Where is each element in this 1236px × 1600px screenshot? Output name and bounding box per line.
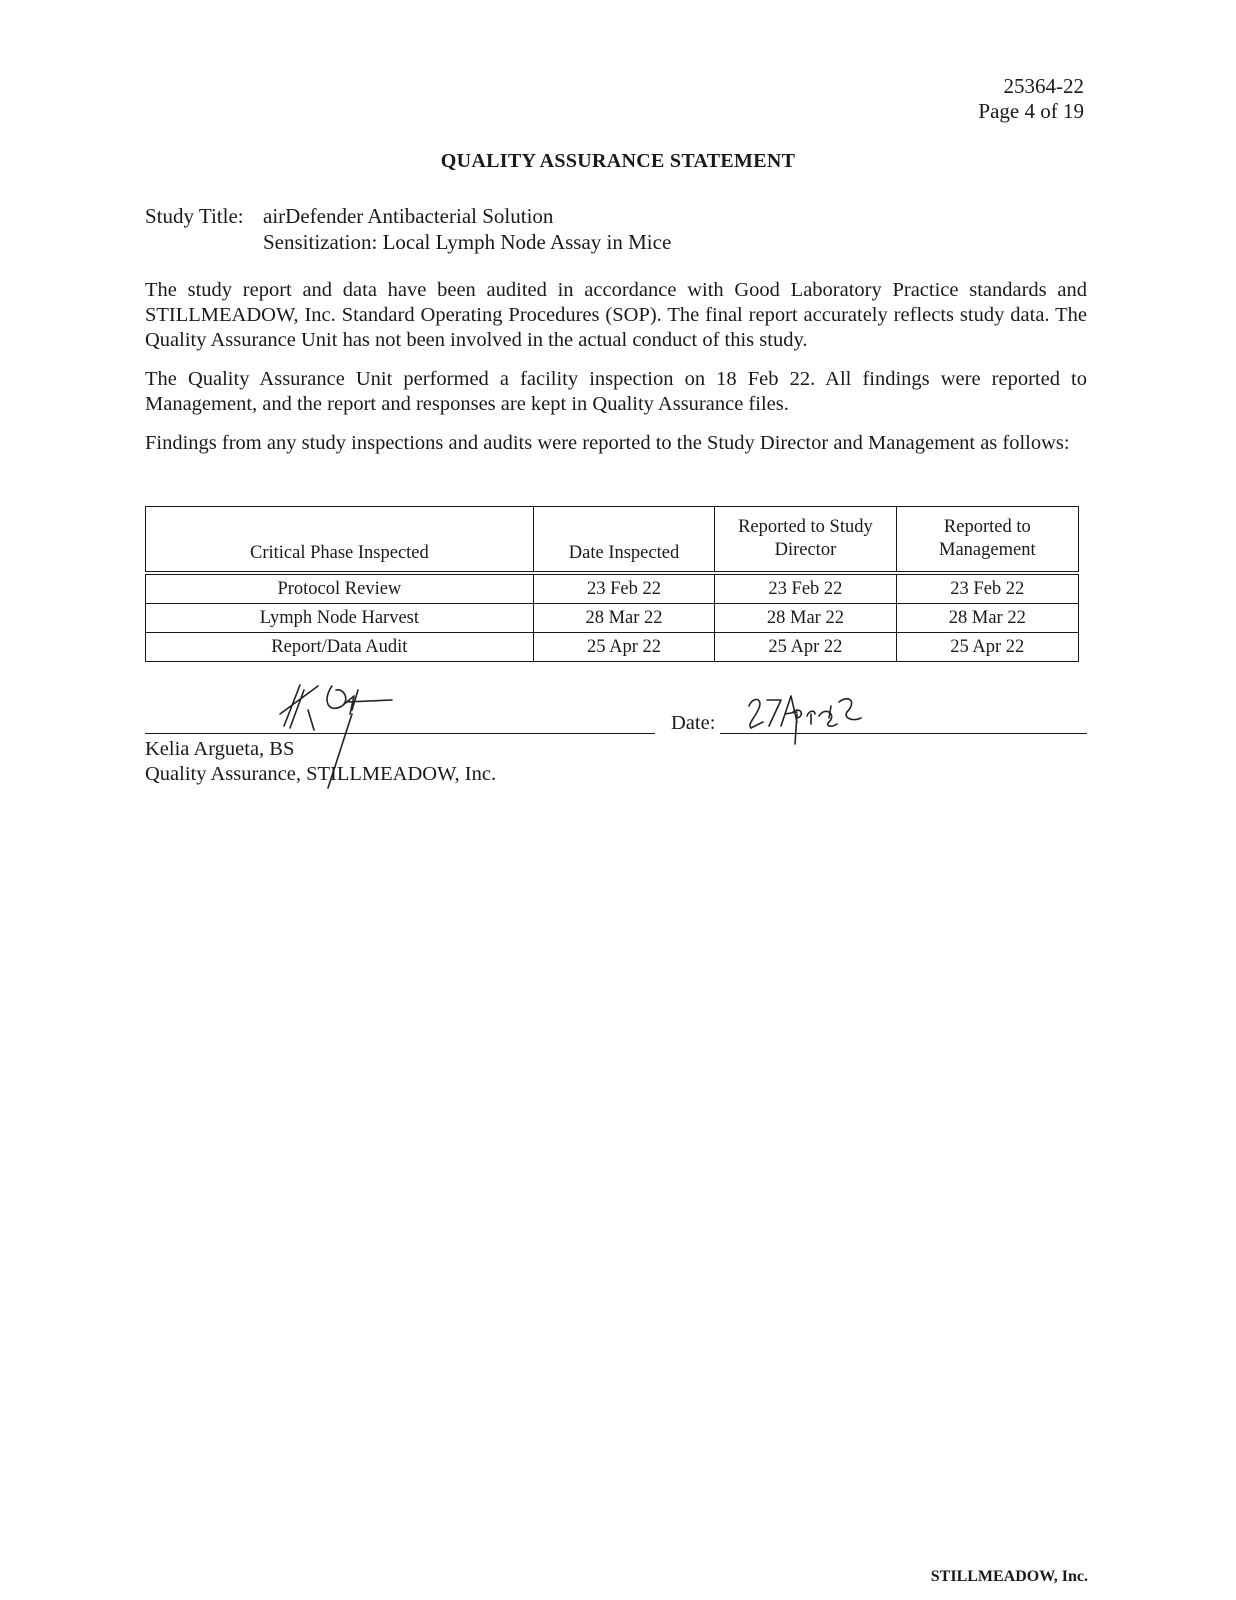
column-header-date-inspected: Date Inspected [533, 507, 714, 574]
column-header-phase: Critical Phase Inspected [146, 507, 534, 574]
facility-inspection-paragraph: The Quality Assurance Unit performed a facility inspection on 18 Feb 22. All findings were reported to Management, and the report and responses are kept in Quality Assurance files. [145, 368, 1087, 415]
page-number: Page 4 of 19 [978, 99, 1084, 123]
date-label: Date: [671, 712, 716, 734]
table-header-row [146, 507, 1079, 574]
document-title: QUALITY ASSURANCE STATEMENT [440, 150, 796, 172]
table-cell: 23 Feb 22 [715, 573, 896, 604]
signer-block [145, 737, 496, 787]
study-title-line2: Sensitization: Local Lymph Node Assay in Mice [263, 230, 672, 254]
table-row [146, 573, 1079, 604]
table-cell: 23 Feb 22 [533, 573, 714, 604]
table-cell: Lymph Node Harvest [146, 604, 534, 633]
table-cell: 25 Apr 22 [896, 633, 1078, 662]
audit-paragraph: The study report and data have been audited in accordance with Good Laboratory Practice standards and STILLMEADOW, Inc. Standard Operating Procedures (SOP). The final report accurately reflects study data. The Quality Assurance Unit has not been involved in the actual conduct of this study. [145, 279, 1087, 351]
table-cell: Report/Data Audit [146, 633, 534, 662]
table-cell: 28 Mar 22 [715, 604, 896, 633]
table-cell: 25 Apr 22 [715, 633, 896, 662]
study-title-block [145, 203, 671, 255]
study-title-label: Study Title: [145, 204, 244, 228]
signer-role: Quality Assurance, STILLMEADOW, Inc. [145, 763, 497, 785]
findings-intro-paragraph: Findings from any study inspections and audits were reported to the Study Director and Management as follows: [145, 432, 1070, 454]
footer-company: STILLMEADOW, Inc. [930, 1568, 1088, 1585]
findings-table [145, 506, 1079, 662]
table-cell: Protocol Review [146, 573, 534, 604]
handwritten-date [745, 692, 865, 750]
table-cell: 28 Mar 22 [533, 604, 714, 633]
column-header-reported-management: Reported to Management [896, 507, 1078, 574]
column-header-reported-study-director: Reported to Study Director [715, 507, 896, 574]
table-row [146, 633, 1079, 662]
table-cell: 25 Apr 22 [533, 633, 714, 662]
study-title-line1: airDefender Antibacterial Solution [263, 204, 554, 228]
signer-name: Kelia Argueta, BS [145, 738, 295, 760]
table-cell: 28 Mar 22 [896, 604, 1078, 633]
table-cell: 23 Feb 22 [896, 573, 1078, 604]
report-number: 25364-22 [1003, 74, 1084, 98]
page-header [978, 74, 1084, 124]
table-row [146, 604, 1079, 633]
